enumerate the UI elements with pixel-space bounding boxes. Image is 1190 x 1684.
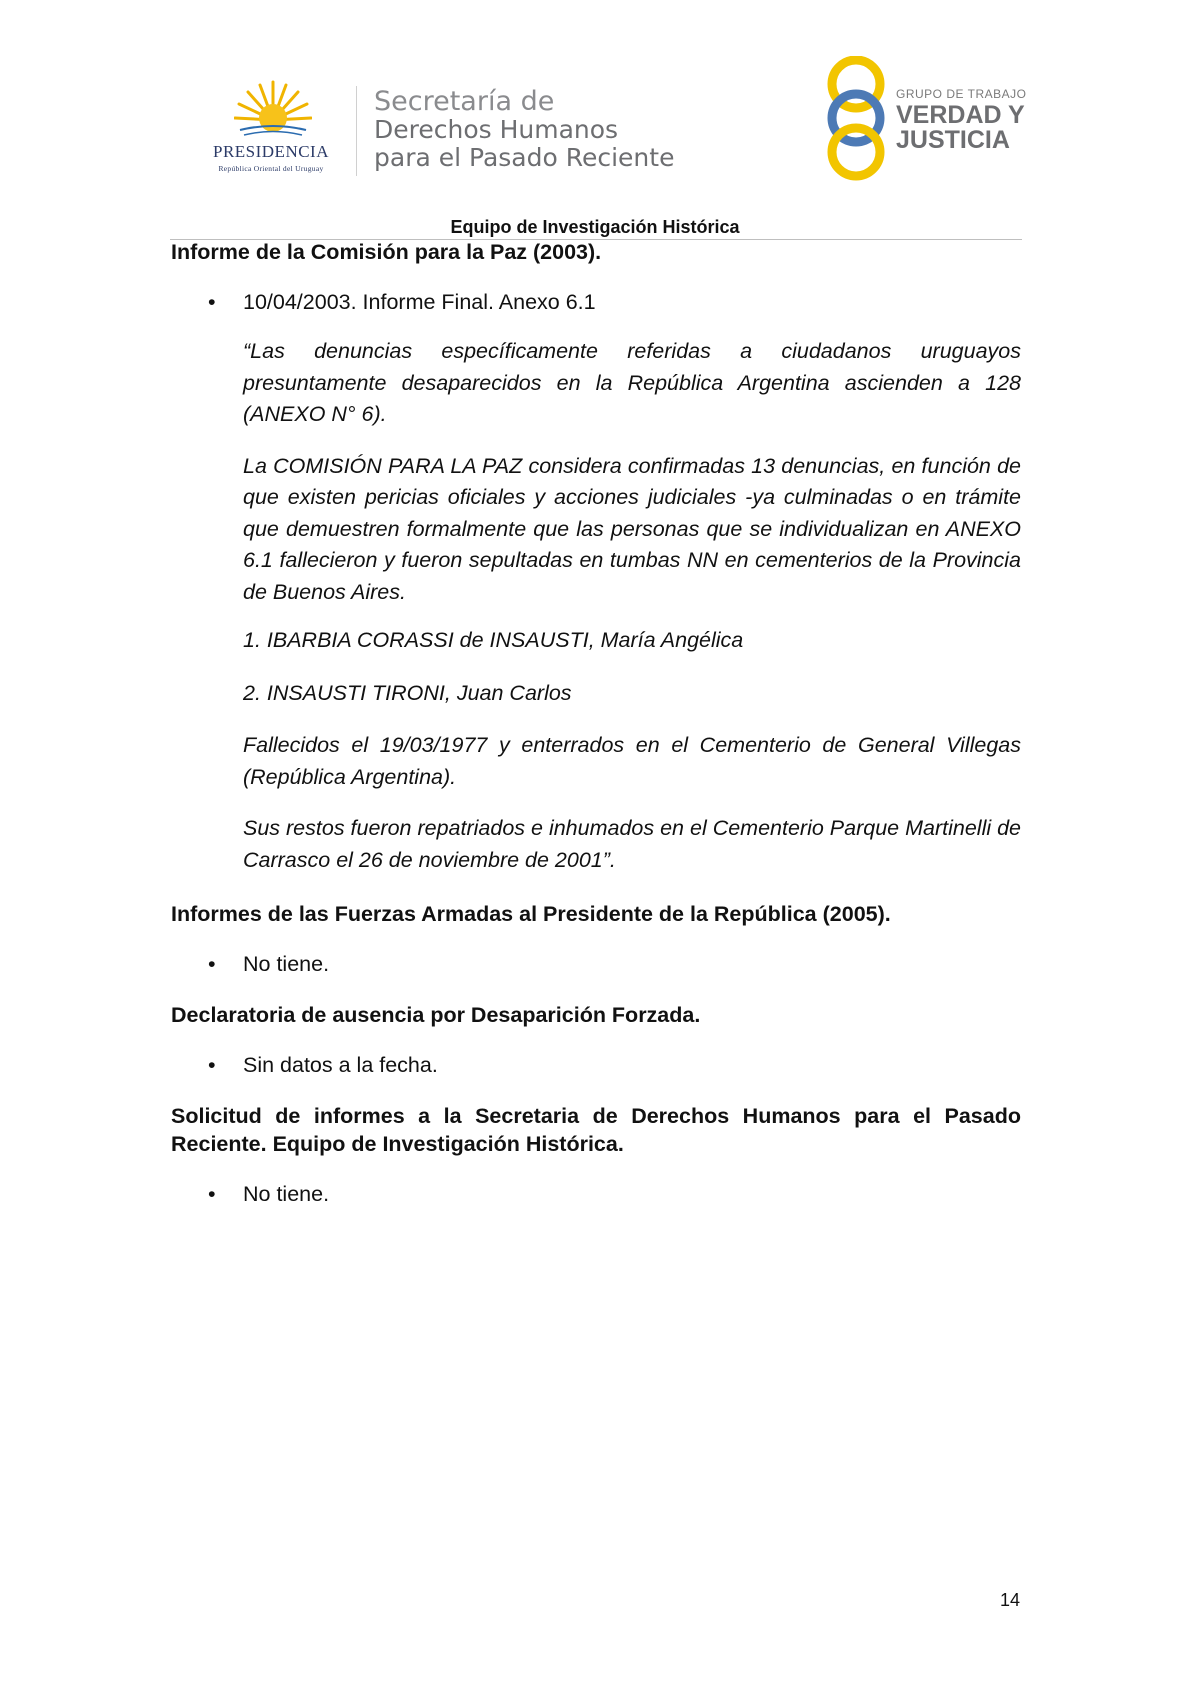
bullet-text: No tiene.: [243, 952, 330, 976]
bullet-item: [171, 1051, 1021, 1079]
bullet-icon: •: [208, 1182, 216, 1206]
bullet-text: Sin datos a la fecha.: [243, 1053, 438, 1077]
verdad-justicia-logo: [820, 56, 1030, 181]
bullet-icon: •: [208, 1053, 216, 1077]
quote-paragraph: Sus restos fueron repatriados e inhumados en el Cementerio Parque Martinelli de Carrasco el 26 de noviembre de 2001”.: [243, 816, 1022, 872]
presidencia-subtitle: República Oriental del Uruguay: [218, 164, 324, 173]
section-heading: Informes de las Fuerzas Armadas al Presidente de la República (2005).: [171, 902, 891, 926]
header-divider: [356, 86, 357, 176]
page-header: [0, 0, 1190, 200]
secretaria-line-3: para el Pasado Reciente: [374, 143, 675, 172]
bullet-text: No tiene.: [243, 1182, 330, 1206]
presidencia-logo: [196, 80, 346, 180]
grupo-trabajo-label: GRUPO DE TRABAJO: [896, 87, 1027, 101]
quote-paragraph: “Las denuncias específicamente referidas a ciudadanos uruguayos presuntamente desaparecidos en la República Argentina ascienden a 128 (ANEXO N° 6).: [243, 339, 1021, 426]
quote-paragraph: La COMISIÓN PARA LA PAZ considera confirmadas 13 denuncias, en función de que existen pericias oficiales y acciones judiciales -ya culminadas o en trámite que demuestren formalmente que las personas que se individualizan en ANEXO 6.1 fallecieron y fueron sepultadas en tumbas NN en cementerios de la Provincia de Buenos Aires.: [243, 453, 1021, 604]
section-heading: Solicitud de informes a la Secretaria de Derechos Humanos para el Pasado Reciente. Equipo de Investigación Histórica.: [171, 1104, 1021, 1156]
presidencia-wordmark: PRESIDENCIA: [212, 142, 329, 161]
bullet-item: [171, 288, 1021, 316]
quote-paragraph: 1. IBARBIA CORASSI de INSAUSTI, María Angélica: [243, 628, 744, 652]
secretaria-line-1: Secretaría de: [374, 86, 555, 117]
quote-paragraph: 2. INSAUSTI TIRONI, Juan Carlos: [243, 680, 572, 705]
document-body: [171, 238, 1021, 1208]
linked-rings-icon: [820, 56, 892, 181]
sun-emblem-icon: [234, 80, 312, 140]
running-title: Equipo de Investigación Histórica: [450, 217, 740, 237]
justicia-label: JUSTICIA: [896, 126, 1010, 154]
bullet-icon: •: [208, 290, 216, 314]
bullet-item: [171, 1180, 1021, 1208]
bullet-text: 10/04/2003. Informe Final. Anexo 6.1: [243, 290, 596, 314]
section-heading: Declaratoria de ausencia por Desaparición Forzada.: [171, 1003, 701, 1027]
verdad-label: VERDAD Y: [896, 101, 1025, 129]
bullet-icon: •: [208, 952, 216, 976]
secretaria-wordmark: [374, 88, 674, 172]
section-heading: Informe de la Comisión para la Paz (2003).: [171, 240, 602, 264]
quote-paragraph: Fallecidos el 19/03/1977 y enterrados en el Cementerio de General Villegas (República Argentina).: [243, 733, 1021, 789]
page-number: 14: [1000, 1590, 1021, 1610]
bullet-item: [171, 950, 1021, 978]
secretaria-line-2: Derechos Humanos: [374, 115, 619, 144]
